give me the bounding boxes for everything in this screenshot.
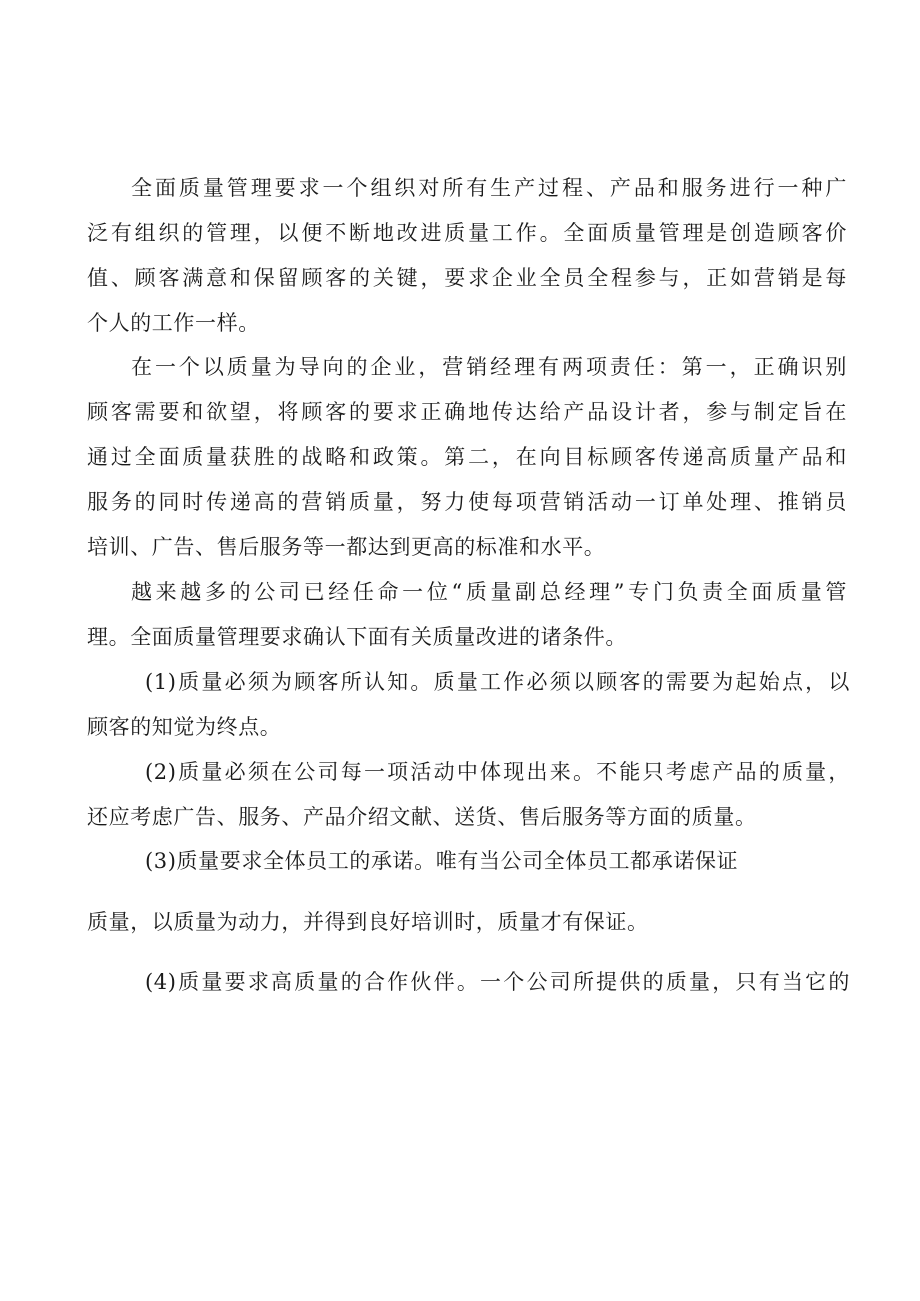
- text-line: 全面质量管理要求一个组织对所有生产过程、产品和服务进行一种广: [131, 176, 847, 200]
- text-line: 在一个以质量为导向的企业，营销经理有两项责任：第一，正确识别: [131, 355, 847, 379]
- text-line: (3)质量要求全体员工的承诺。唯有当公司全体员工都承诺保证: [145, 849, 739, 873]
- text-line: (1)质量必须为顾客所认知。质量工作必须以顾客的需要为起始点，以: [145, 670, 850, 694]
- text-line: 个人的工作一样。: [87, 311, 260, 335]
- text-line: 还应考虑广告、服务、产品介绍文献、送货、售后服务等方面的质量。: [87, 805, 757, 829]
- text-line: 理。全面质量管理要求确认下面有关质量改进的诸条件。: [87, 625, 627, 649]
- text-line: 顾客需要和欲望，将顾客的要求正确地传达给产品设计者，参与制定旨在: [87, 400, 847, 424]
- text-line: 通过全面质量获胜的战略和政策。第二，在向目标顾客传递高质量产品和: [87, 445, 847, 469]
- text-line: (4)质量要求高质量的合作伙伴。一个公司所提供的质量，只有当它的: [145, 970, 850, 994]
- text-line: 值、顾客满意和保留顾客的关键，要求企业全员全程参与，正如营销是每: [87, 266, 847, 290]
- text-line: 质量，以质量为动力，并得到良好培训时，质量才有保证。: [87, 910, 649, 934]
- text-line: 服务的同时传递高的营销质量，努力使每项营销活动一订单处理、推销员: [87, 490, 847, 514]
- text-line: 越来越多的公司已经任命一位“质量副总经理”专门负责全面质量管: [131, 580, 847, 604]
- text-line: 培训、广告、售后服务等一都达到更高的标准和水平。: [87, 535, 606, 559]
- text-line: 泛有组织的管理，以便不断地改进质量工作。全面质量管理是创造顾客价: [87, 221, 847, 245]
- text-line: 顾客的知觉为终点。: [87, 715, 282, 739]
- text-line: (2)质量必须在公司每一项活动中体现出来。不能只考虑产品的质量，: [145, 760, 850, 784]
